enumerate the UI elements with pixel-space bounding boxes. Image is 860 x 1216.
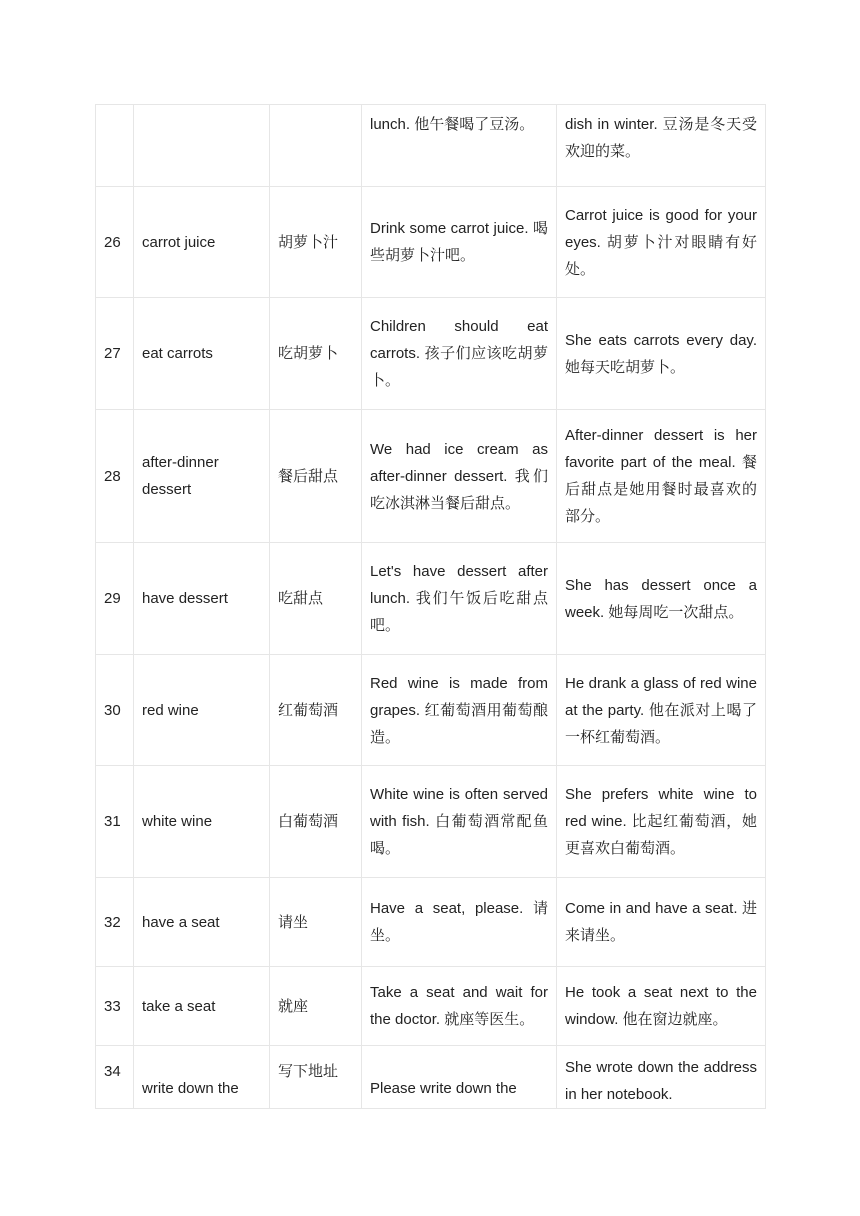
row-number [96, 105, 134, 187]
row-number: 33 [96, 967, 134, 1046]
phrase-cell: write down the [134, 1046, 270, 1109]
row-number: 30 [96, 655, 134, 766]
table-row [96, 105, 766, 187]
meaning-cell: 请坐 [270, 878, 362, 967]
meaning-cell: 红葡萄酒 [270, 655, 362, 766]
example-cell-1: White wine is often served with fish. 白葡萄酒常配鱼喝。 [362, 766, 557, 878]
example-cell-2: She eats carrots every day. 她每天吃胡萝卜。 [557, 298, 766, 410]
example-cell-2: She wrote down the address in her notebook. [557, 1046, 766, 1109]
phrase-cell: have a seat [134, 878, 270, 967]
example-cell-1: We had ice cream as after-dinner dessert. 我们吃冰淇淋当餐后甜点。 [362, 410, 557, 543]
phrase-cell: red wine [134, 655, 270, 766]
row-number: 27 [96, 298, 134, 410]
meaning-cell: 吃胡萝卜 [270, 298, 362, 410]
example-cell-1: Have a seat, please. 请坐。 [362, 878, 557, 967]
table-row [96, 766, 766, 878]
row-number: 34 [96, 1046, 134, 1109]
example-cell-2: He drank a glass of red wine at the party. 他在派对上喝了一杯红葡萄酒。 [557, 655, 766, 766]
example-cell-2: Carrot juice is good for your eyes. 胡萝卜汁对眼睛有好处。 [557, 187, 766, 298]
example-cell-1: Children should eat carrots. 孩子们应该吃胡萝卜。 [362, 298, 557, 410]
vocabulary-table [95, 104, 766, 1109]
table-row [96, 878, 766, 967]
phrase-cell [134, 105, 270, 187]
row-number: 31 [96, 766, 134, 878]
phrase-cell: after-dinner dessert [134, 410, 270, 543]
row-number: 32 [96, 878, 134, 967]
table-row [96, 410, 766, 543]
phrase-cell: carrot juice [134, 187, 270, 298]
table-row [96, 298, 766, 410]
meaning-cell [270, 105, 362, 187]
phrase-cell: take a seat [134, 967, 270, 1046]
example-cell-1: Take a seat and wait for the doctor. 就座等医生。 [362, 967, 557, 1046]
table-row [96, 187, 766, 298]
row-number: 29 [96, 543, 134, 655]
phrase-cell: white wine [134, 766, 270, 878]
example-cell-2: She prefers white wine to red wine. 比起红葡萄酒，她更喜欢白葡萄酒。 [557, 766, 766, 878]
example-cell-1: Drink some carrot juice. 喝些胡萝卜汁吧。 [362, 187, 557, 298]
example-cell-2: Come in and have a seat. 进来请坐。 [557, 878, 766, 967]
example-cell-2: She has dessert once a week. 她每周吃一次甜点。 [557, 543, 766, 655]
table-row [96, 967, 766, 1046]
example-cell-1: Let's have dessert after lunch. 我们午饭后吃甜点吧。 [362, 543, 557, 655]
example-cell-2: He took a seat next to the window. 他在窗边就座。 [557, 967, 766, 1046]
meaning-cell: 白葡萄酒 [270, 766, 362, 878]
meaning-cell: 吃甜点 [270, 543, 362, 655]
meaning-cell: 就座 [270, 967, 362, 1046]
example-cell-2: dish in winter. 豆汤是冬天受欢迎的菜。 [557, 105, 766, 187]
example-cell-1: Red wine is made from grapes. 红葡萄酒用葡萄酿造。 [362, 655, 557, 766]
example-cell-1: Please write down the [362, 1046, 557, 1109]
meaning-cell: 餐后甜点 [270, 410, 362, 543]
example-cell-2: After-dinner dessert is her favorite part of the meal. 餐后甜点是她用餐时最喜欢的部分。 [557, 410, 766, 543]
meaning-cell: 胡萝卜汁 [270, 187, 362, 298]
example-cell-1: lunch. 他午餐喝了豆汤。 [362, 105, 557, 187]
meaning-cell: 写下地址 [270, 1046, 362, 1109]
table-row [96, 543, 766, 655]
row-number: 26 [96, 187, 134, 298]
phrase-cell: eat carrots [134, 298, 270, 410]
phrase-cell: have dessert [134, 543, 270, 655]
table-row [96, 1046, 766, 1109]
row-number: 28 [96, 410, 134, 543]
table-row [96, 655, 766, 766]
